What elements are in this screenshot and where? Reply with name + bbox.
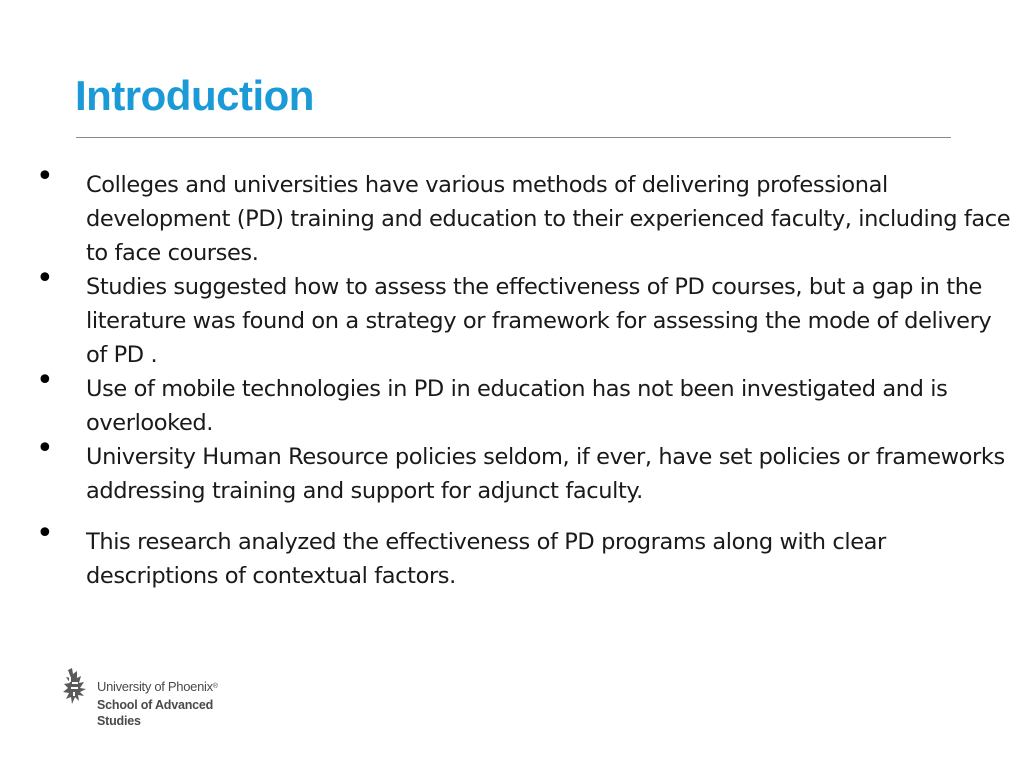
bullet-item (0, 363, 1024, 440)
bullet-item (0, 516, 1024, 593)
logo-university-name: University of Phoenix® (97, 679, 218, 694)
bullet-item (0, 261, 1024, 372)
bullet-text: This research analyzed the effectiveness of PD programs along with clear descriptions of contextual factors. (86, 529, 886, 589)
bullet-text: Colleges and universities have various methods of delivering professional development (PD) training and education to their experienced faculty, including face to face courses. (86, 172, 1011, 266)
bullet-text: Use of mobile technologies in PD in education has not been investigated and is overlooked. (86, 376, 948, 436)
bullet-dot-icon: • (36, 363, 54, 398)
bullet-item (0, 159, 1024, 270)
title-divider (76, 137, 951, 138)
bullet-text: University Human Resource policies seldom, if ever, have set policies or frameworks addressing training and support for adjunct faculty. (86, 444, 1005, 504)
phoenix-bird-icon (62, 668, 96, 708)
logo-school-name: School of Advanced Studies (97, 698, 214, 728)
university-logo (62, 668, 242, 732)
bullet-dot-icon: • (36, 431, 54, 466)
bullet-text: Studies suggested how to assess the effectiveness of PD courses, but a gap in the literature was found on a strategy or framework for assessing the mode of delivery of PD . (86, 274, 992, 368)
bullet-item (0, 431, 1024, 508)
bullet-dot-icon: • (36, 159, 54, 194)
bullet-list (0, 159, 1024, 593)
slide-title: Introduction (75, 72, 314, 119)
bullet-dot-icon: • (36, 261, 54, 296)
bullet-dot-icon: • (36, 516, 54, 551)
